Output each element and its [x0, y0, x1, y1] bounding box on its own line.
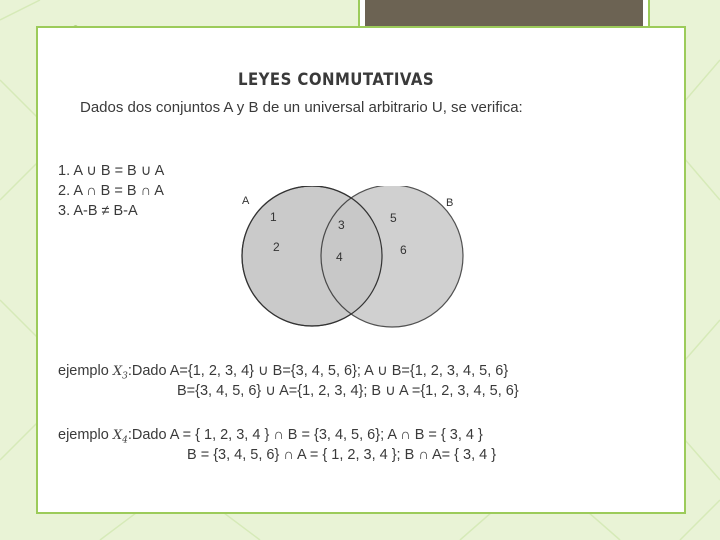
property-item: 3. A-B ≠ B-A [58, 203, 138, 219]
venn-diagram [232, 186, 472, 336]
example-3-statement: :Dado A={1, 2, 3, 4} ∪ B={3, 4, 5, 6}; A ∪ B={1, 2, 3, 4, 5, 6} [127, 363, 509, 379]
property-item: 2. A ∩ B = B ∩ A [58, 183, 164, 199]
venn-number: 2 [273, 240, 280, 254]
example-variable: $X_4$ [112, 428, 128, 446]
example-prefix: ejemplo [58, 363, 109, 379]
venn-number: 5 [390, 211, 397, 225]
property-item: 1. A ∪ B = B ∪ A [58, 163, 165, 179]
label-a: A [242, 195, 250, 207]
example-3-line-1 [58, 363, 508, 382]
example-variable: $X_3$ [112, 364, 128, 382]
example-4-line-1 [58, 427, 483, 446]
property-list [58, 161, 164, 221]
example-4-statement: :Dado A = { 1, 2, 3, 4 } ∩ B = {3, 4, 5, 6}; A ∩ B = { 3, 4 } [127, 427, 483, 443]
venn-number: 3 [338, 218, 345, 232]
example-prefix: ejemplo [58, 427, 109, 443]
example-3-line-2: B={3, 4, 5, 6} ∪ A={1, 2, 3, 4}; B ∪ A ={1, 2, 3, 4, 5, 6} [177, 383, 519, 399]
venn-number: 4 [336, 250, 343, 264]
venn-number: 1 [270, 210, 277, 224]
example-4-line-2: B = {3, 4, 5, 6} ∩ A = { 1, 2, 3, 4 }; B ∩ A= { 3, 4 } [187, 447, 497, 463]
label-b: B [446, 197, 454, 209]
slide-title: LEYES CONMUTATIVAS [238, 70, 435, 90]
intro-text: Dados dos conjuntos A y B de un universal arbitrario U, se verifica: [80, 99, 523, 116]
venn-number: 6 [400, 243, 407, 257]
